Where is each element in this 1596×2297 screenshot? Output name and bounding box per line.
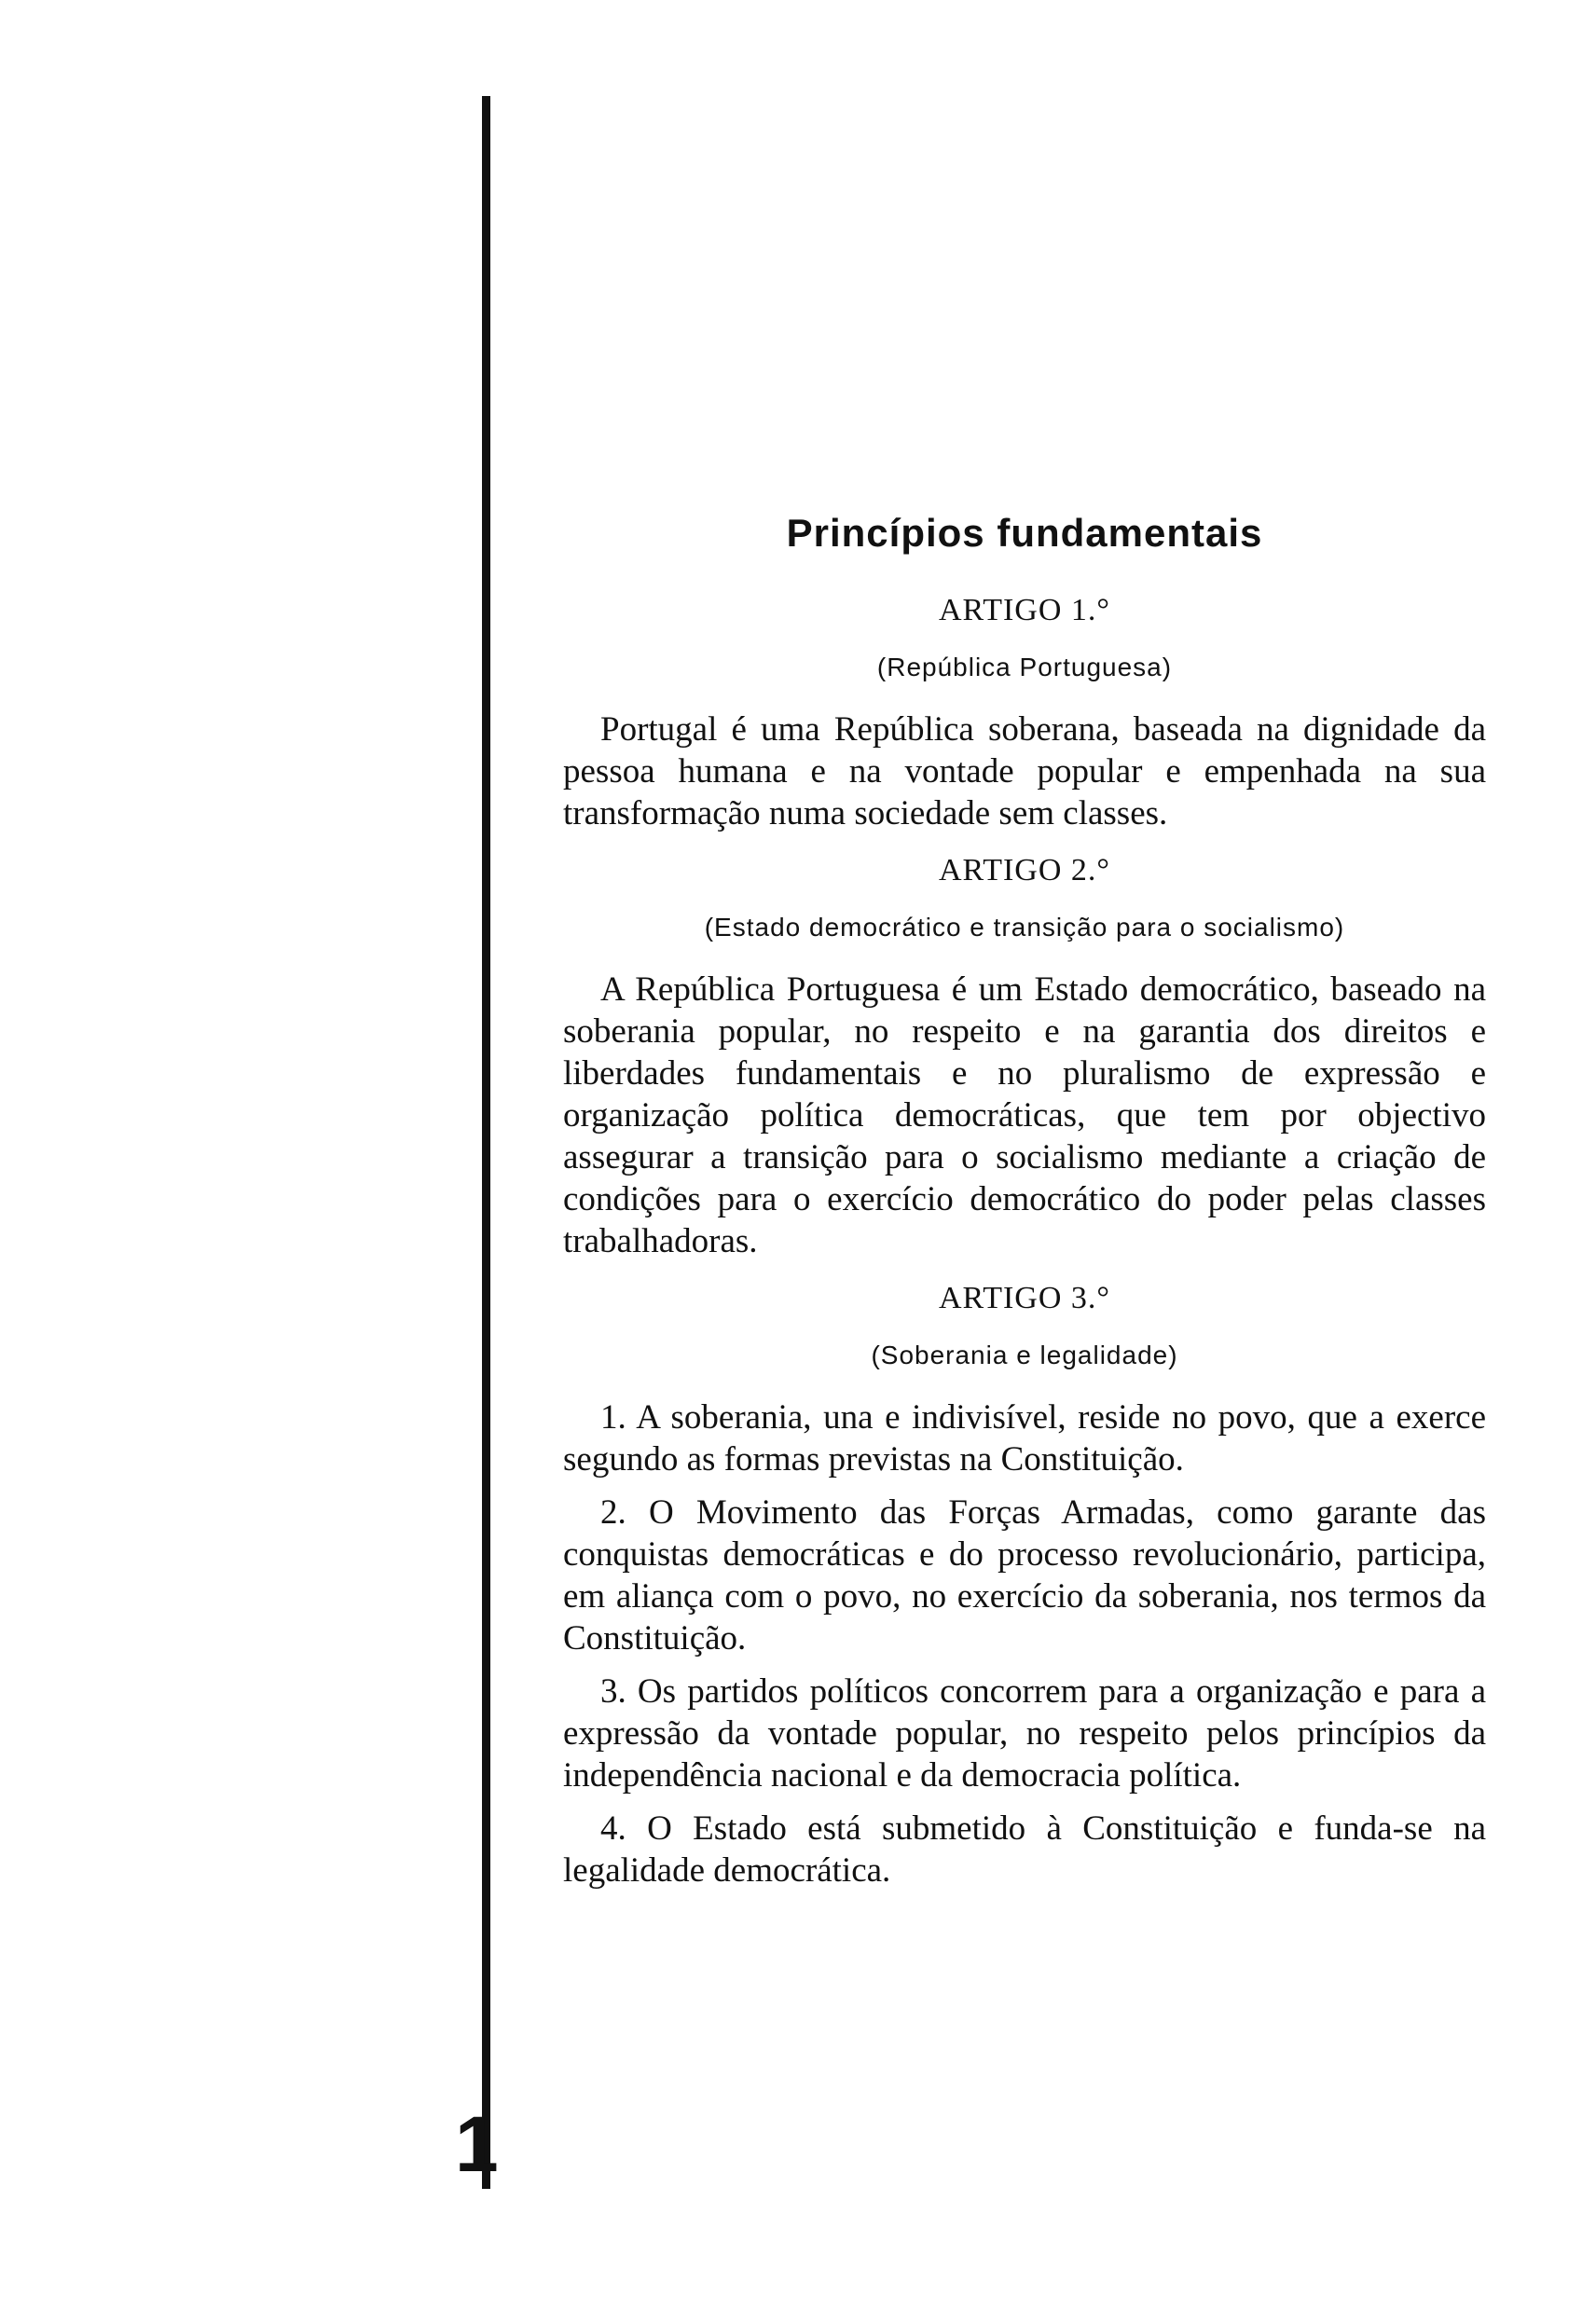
page-number: 1: [455, 2100, 499, 2188]
article-heading: ARTIGO 1.°: [939, 593, 1110, 627]
article-paragraph: 4. O Estado está submetido à Constituição e funda-se na legalidade democrática.: [563, 1809, 1486, 1890]
article-subtitle: (República Portuguesa): [876, 653, 1173, 681]
article-paragraph: A República Portuguesa é um Estado democrático, baseado na soberania popular, no respeito e na garantia dos direitos e liberdades fundamentais e no pluralismo de expressão e organização política democráticas, que tem por objectivo assegurar a transição para o socialismo mediante a criação de condições para o exercício democrático do poder pelas classes trabalhadoras.: [563, 970, 1486, 1260]
article-heading: ARTIGO 2.°: [939, 853, 1110, 887]
article-paragraph: 2. O Movimento das Forças Armadas, como garante das conquistas democráticas e do processo revolucionário, participa, em aliança com o povo, no exercício da soberania, nos termos da Constituição.: [563, 1493, 1486, 1657]
document-body: [563, 511, 1486, 1903]
article-subtitle: (Estado democrático e transição para o socialismo): [704, 913, 1345, 942]
margin-rule: [482, 96, 490, 2189]
section-title: Princípios fundamentais: [786, 511, 1263, 555]
article-paragraph: 3. Os partidos políticos concorrem para a organização e para a expressão da vontade popular, no respeito pelos princípios da independência nacional e da democracia política.: [563, 1672, 1486, 1795]
article-1: [563, 593, 1486, 834]
article-3: [563, 1281, 1486, 1891]
article-paragraph: 1. A soberania, una e indivisível, reside no povo, que a exerce segundo as formas previstas na Constituição.: [563, 1398, 1486, 1479]
article-heading: ARTIGO 3.°: [939, 1281, 1110, 1315]
article-subtitle: (Soberania e legalidade): [871, 1341, 1178, 1369]
article-2: [563, 853, 1486, 1262]
article-paragraph: Portugal é uma República soberana, baseada na dignidade da pessoa humana e na vontade popular e empenhada na sua transformação numa sociedade sem classes.: [563, 710, 1486, 832]
